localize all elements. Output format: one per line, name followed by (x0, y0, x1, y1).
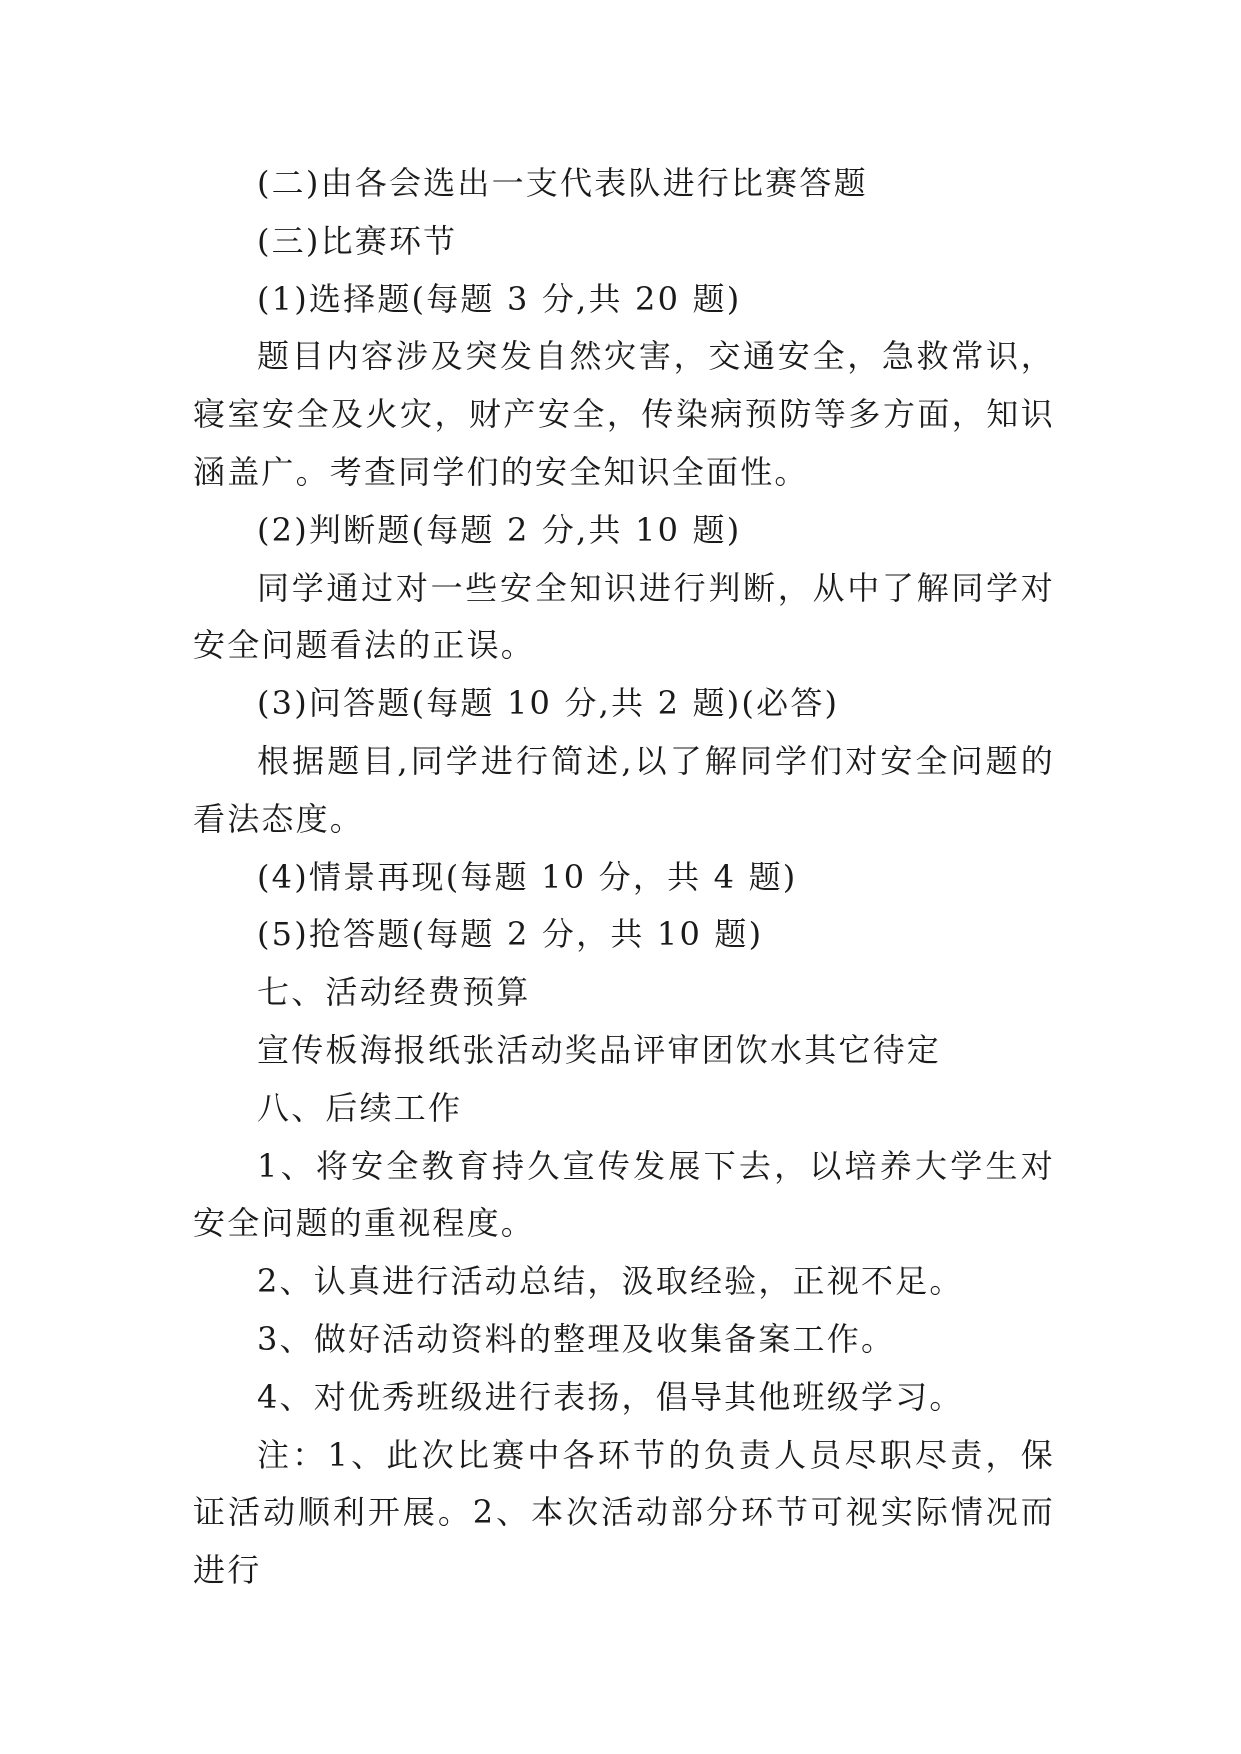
paragraph: (三)比赛环节 (257, 221, 458, 260)
section-heading: 七、活动经费预算 (257, 973, 531, 1012)
paragraph: 3、做好活动资料的整理及收集备案工作。 (257, 1319, 896, 1358)
paragraph: 题目内容涉及突发自然灾害，交通安全，急救常识，寝室安全及火灾，财产安全，传染病预防等多方面，知识涵盖广。考查同学们的安全知识全面性。 (193, 337, 1055, 491)
paragraph: 1、将安全教育持久宣传发展下去，以培养大学生对安全问题的重视程度。 (193, 1146, 1055, 1243)
paragraph: 2、认真进行活动总结，汲取经验，正视不足。 (257, 1262, 964, 1301)
paragraph: 同学通过对一些安全知识进行判断，从中了解同学对安全问题看法的正误。 (193, 568, 1055, 665)
paragraph: 根据题目,同学进行简述,以了解同学们对安全问题的看法态度。 (193, 741, 1055, 838)
paragraph: (2)判断题(每题 2 分,共 10 题) (257, 510, 742, 549)
paragraph: (3)问答题(每题 10 分,共 2 题)(必答) (257, 684, 840, 723)
paragraph: 宣传板海报纸张活动奖品评审团饮水其它待定 (257, 1030, 942, 1069)
section-heading: 八、后续工作 (257, 1088, 463, 1127)
paragraph: (5)抢答题(每题 2 分，共 10 题) (257, 915, 764, 954)
paragraph: (1)选择题(每题 3 分,共 20 题) (257, 279, 742, 318)
paragraph: (4)情景再现(每题 10 分，共 4 题) (257, 857, 798, 896)
document-body (193, 155, 1055, 1600)
paragraph: (二)由各会选出一支代表队进行比赛答题 (257, 164, 868, 202)
paragraph: 4、对优秀班级进行表扬，倡导其他班级学习。 (257, 1377, 964, 1416)
note-paragraph: 注：1、此次比赛中各环节的负责人员尽职尽责，保证活动顺利开展。2、本次活动部分环节可视实际情况而进行 (193, 1435, 1055, 1590)
